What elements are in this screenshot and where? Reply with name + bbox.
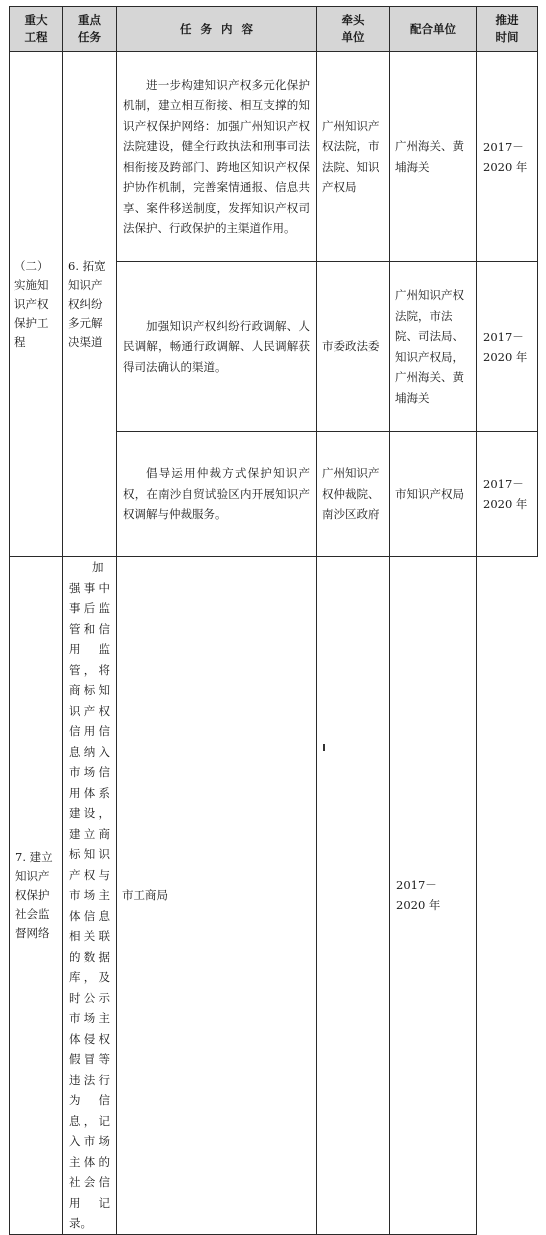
- task-content-cell: [117, 262, 317, 432]
- lead-unit-cell: 广州知识产权仲裁院、南沙区政府: [317, 432, 390, 557]
- timeline-cell: 2017－ 2020 年: [477, 432, 538, 557]
- cooperating-units-cell: 广州知识产权法院，市法院、司法局、知识产权局，广州海关、黄埔海关: [390, 262, 477, 432]
- lead-unit-cell: 市委政法委: [317, 262, 390, 432]
- header-lead-unit: 牵头 单位: [317, 7, 390, 52]
- task-content-text: 进一步构建知识产权多元化保护机制，建立相互衔接、相互支撑的知识产权保护网络：加强广州知识产权法院建设，健全行政执法和刑事司法相衔接及跨部门、跨地区知识产权保护协作机制，完善案情通报、信息共享、案件移送制度，发挥知识产权司法保护、行政保护的主渠道作用。: [123, 77, 310, 235]
- lead-unit-cell: 市工商局: [117, 557, 317, 1235]
- page-edge-mark: [323, 744, 325, 751]
- header-task-content: 任务内容: [117, 7, 317, 52]
- key-task-cell: 7. 建立 知识产 权保护 社会监 督网络: [10, 557, 63, 1235]
- header-row: [10, 7, 538, 52]
- task-content-cell: [117, 432, 317, 557]
- table-row: [10, 557, 538, 1235]
- header-major-project: 重大 工程: [10, 7, 63, 52]
- task-content-text: 倡导运用仲裁方式保护知识产权，在南沙自贸试验区内开展知识产权调解与仲裁服务。: [123, 466, 310, 522]
- key-task-cell: 6. 拓宽 知识产 权纠纷 多元解 决渠道: [63, 52, 117, 557]
- timeline-cell: 2017－ 2020 年: [390, 557, 477, 1235]
- task-content-cell: [63, 557, 117, 1235]
- timeline-cell: 2017－ 2020 年: [477, 262, 538, 432]
- table-row: [10, 52, 538, 262]
- cooperating-units-cell: 市知识产权局: [390, 432, 477, 557]
- header-cooperating-units: 配合单位: [390, 7, 477, 52]
- task-table: [9, 6, 538, 1235]
- task-content-text: 加强事中事后监管和信用监管，将商标知识产权信用信息纳入市场信用体系建设，建立商标知识产权与市场主体信息相关联的数据库，及时公示市场主体侵权假冒等违法行为信息，记入市场主体的社会信用记录。: [69, 560, 110, 1230]
- header-key-task: 重点 任务: [63, 7, 117, 52]
- header-timeline: 推进 时间: [477, 7, 538, 52]
- timeline-cell: 2017－ 2020 年: [477, 52, 538, 262]
- task-content-cell: [117, 52, 317, 262]
- lead-unit-cell: 广州知识产权法院，市法院、知识产权局: [317, 52, 390, 262]
- task-content-text: 加强知识产权纠纷行政调解、人民调解，畅通行政调解、人民调解获得司法确认的渠道。: [123, 318, 310, 374]
- cooperating-units-cell: 广州海关、黄埔海关: [390, 52, 477, 262]
- cooperating-units-cell: [317, 557, 390, 1235]
- major-project-cell: （二） 实施知 识产权 保护工程: [10, 52, 63, 557]
